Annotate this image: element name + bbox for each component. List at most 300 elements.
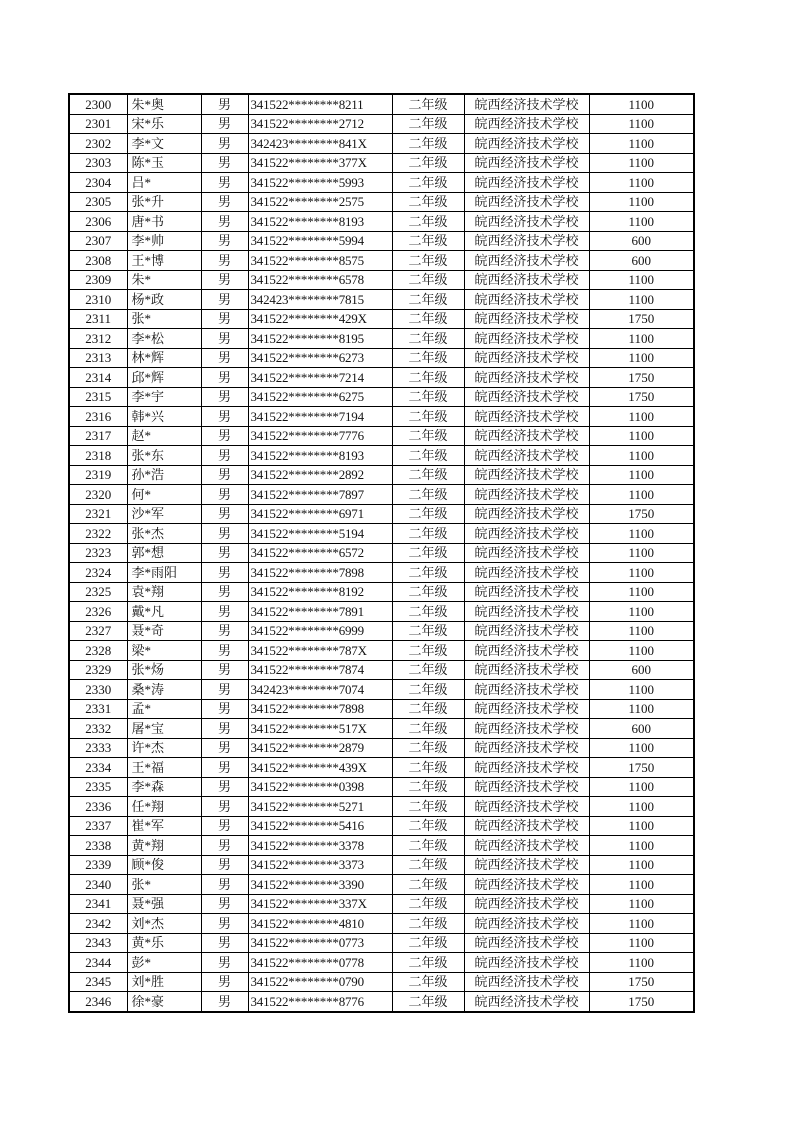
cell-no: 2337 (69, 816, 127, 836)
cell-id_number: 341522********337X (248, 894, 392, 914)
cell-id_number: 341522********0773 (248, 933, 392, 953)
cell-name: 林*辉 (127, 348, 201, 368)
cell-school: 皖西经济技术学校 (464, 972, 589, 992)
cell-grade: 二年级 (392, 992, 464, 1012)
cell-id_number: 341522********0790 (248, 972, 392, 992)
cell-school: 皖西经济技术学校 (464, 426, 589, 446)
cell-grade: 二年级 (392, 94, 464, 114)
cell-no: 2341 (69, 894, 127, 914)
cell-amount: 1100 (589, 894, 694, 914)
cell-id_number: 341522********6971 (248, 504, 392, 524)
cell-school: 皖西经济技术学校 (464, 465, 589, 485)
table-row (69, 270, 694, 290)
cell-school: 皖西经济技术学校 (464, 992, 589, 1012)
cell-name: 李*雨阳 (127, 563, 201, 583)
cell-name: 张*炀 (127, 660, 201, 680)
cell-school: 皖西经济技术学校 (464, 875, 589, 895)
cell-no: 2314 (69, 368, 127, 388)
table-row (69, 816, 694, 836)
cell-no: 2322 (69, 524, 127, 544)
cell-no: 2301 (69, 114, 127, 134)
cell-gender: 男 (201, 387, 248, 407)
cell-gender: 男 (201, 972, 248, 992)
cell-school: 皖西经济技术学校 (464, 231, 589, 251)
cell-id_number: 341522********6273 (248, 348, 392, 368)
cell-no: 2340 (69, 875, 127, 895)
cell-grade: 二年级 (392, 953, 464, 973)
table-row (69, 894, 694, 914)
cell-school: 皖西经济技术学校 (464, 836, 589, 856)
table-row (69, 407, 694, 427)
cell-school: 皖西经济技术学校 (464, 446, 589, 466)
cell-school: 皖西经济技术学校 (464, 485, 589, 505)
table-row (69, 699, 694, 719)
cell-id_number: 341522********7214 (248, 368, 392, 388)
cell-name: 许*杰 (127, 738, 201, 758)
cell-school: 皖西经济技术学校 (464, 719, 589, 739)
cell-school: 皖西经济技术学校 (464, 699, 589, 719)
cell-id_number: 341522********2892 (248, 465, 392, 485)
table-row (69, 212, 694, 232)
cell-amount: 1100 (589, 602, 694, 622)
table-row (69, 309, 694, 329)
cell-grade: 二年级 (392, 134, 464, 154)
cell-school: 皖西经济技术学校 (464, 641, 589, 661)
cell-gender: 男 (201, 368, 248, 388)
table-row (69, 719, 694, 739)
cell-amount: 1100 (589, 134, 694, 154)
cell-amount: 1100 (589, 446, 694, 466)
table-row (69, 446, 694, 466)
table-row (69, 680, 694, 700)
cell-gender: 男 (201, 914, 248, 934)
cell-gender: 男 (201, 758, 248, 778)
table-row (69, 641, 694, 661)
cell-school: 皖西经济技术学校 (464, 855, 589, 875)
cell-amount: 1100 (589, 855, 694, 875)
cell-amount: 1100 (589, 836, 694, 856)
cell-school: 皖西经济技术学校 (464, 348, 589, 368)
cell-name: 赵* (127, 426, 201, 446)
cell-no: 2320 (69, 485, 127, 505)
cell-school: 皖西经济技术学校 (464, 816, 589, 836)
cell-grade: 二年级 (392, 368, 464, 388)
cell-gender: 男 (201, 231, 248, 251)
cell-id_number: 341522********8575 (248, 251, 392, 271)
cell-gender: 男 (201, 543, 248, 563)
cell-grade: 二年级 (392, 114, 464, 134)
table-row (69, 465, 694, 485)
cell-amount: 1100 (589, 465, 694, 485)
cell-name: 聂*强 (127, 894, 201, 914)
cell-name: 张*升 (127, 192, 201, 212)
cell-no: 2344 (69, 953, 127, 973)
cell-grade: 二年级 (392, 582, 464, 602)
cell-no: 2327 (69, 621, 127, 641)
cell-no: 2304 (69, 173, 127, 193)
cell-name: 王*福 (127, 758, 201, 778)
table-row (69, 153, 694, 173)
cell-id_number: 341522********517X (248, 719, 392, 739)
cell-no: 2310 (69, 290, 127, 310)
cell-grade: 二年级 (392, 309, 464, 329)
cell-name: 刘*杰 (127, 914, 201, 934)
cell-amount: 1100 (589, 933, 694, 953)
cell-grade: 二年级 (392, 543, 464, 563)
table-row (69, 173, 694, 193)
cell-no: 2334 (69, 758, 127, 778)
cell-school: 皖西经济技术学校 (464, 582, 589, 602)
cell-grade: 二年级 (392, 387, 464, 407)
cell-no: 2317 (69, 426, 127, 446)
cell-amount: 1100 (589, 114, 694, 134)
table-row (69, 94, 694, 114)
cell-gender: 男 (201, 173, 248, 193)
cell-gender: 男 (201, 329, 248, 349)
table-row (69, 192, 694, 212)
cell-id_number: 341522********8776 (248, 992, 392, 1012)
cell-id_number: 341522********2575 (248, 192, 392, 212)
cell-amount: 1100 (589, 699, 694, 719)
cell-no: 2326 (69, 602, 127, 622)
cell-gender: 男 (201, 309, 248, 329)
cell-name: 张* (127, 875, 201, 895)
cell-id_number: 341522********5994 (248, 231, 392, 251)
cell-grade: 二年级 (392, 212, 464, 232)
cell-no: 2321 (69, 504, 127, 524)
cell-grade: 二年级 (392, 933, 464, 953)
cell-grade: 二年级 (392, 446, 464, 466)
cell-name: 张*东 (127, 446, 201, 466)
cell-grade: 二年级 (392, 777, 464, 797)
cell-no: 2333 (69, 738, 127, 758)
cell-gender: 男 (201, 875, 248, 895)
cell-amount: 1750 (589, 972, 694, 992)
cell-name: 彭* (127, 953, 201, 973)
cell-no: 2325 (69, 582, 127, 602)
cell-amount: 1100 (589, 426, 694, 446)
cell-amount: 1750 (589, 758, 694, 778)
cell-school: 皖西经济技术学校 (464, 914, 589, 934)
cell-name: 李*森 (127, 777, 201, 797)
cell-name: 孙*浩 (127, 465, 201, 485)
cell-gender: 男 (201, 465, 248, 485)
cell-grade: 二年级 (392, 563, 464, 583)
cell-amount: 1100 (589, 329, 694, 349)
table-row (69, 543, 694, 563)
table-row (69, 231, 694, 251)
cell-name: 沙*军 (127, 504, 201, 524)
cell-amount: 1100 (589, 621, 694, 641)
cell-grade: 二年级 (392, 836, 464, 856)
cell-grade: 二年级 (392, 758, 464, 778)
cell-name: 聂*奇 (127, 621, 201, 641)
cell-grade: 二年级 (392, 738, 464, 758)
cell-school: 皖西经济技术学校 (464, 407, 589, 427)
cell-gender: 男 (201, 134, 248, 154)
cell-name: 朱*奥 (127, 94, 201, 114)
cell-no: 2329 (69, 660, 127, 680)
cell-name: 宋*乐 (127, 114, 201, 134)
cell-gender: 男 (201, 953, 248, 973)
table-row (69, 914, 694, 934)
cell-no: 2315 (69, 387, 127, 407)
cell-grade: 二年级 (392, 641, 464, 661)
table-row (69, 290, 694, 310)
cell-name: 李*帅 (127, 231, 201, 251)
cell-name: 崔*军 (127, 816, 201, 836)
cell-id_number: 341522********429X (248, 309, 392, 329)
cell-name: 郭*想 (127, 543, 201, 563)
cell-amount: 600 (589, 231, 694, 251)
cell-no: 2332 (69, 719, 127, 739)
cell-name: 李*文 (127, 134, 201, 154)
cell-name: 朱* (127, 270, 201, 290)
cell-name: 韩*兴 (127, 407, 201, 427)
cell-grade: 二年级 (392, 602, 464, 622)
cell-id_number: 342423********7074 (248, 680, 392, 700)
cell-school: 皖西经济技术学校 (464, 504, 589, 524)
cell-no: 2305 (69, 192, 127, 212)
cell-no: 2346 (69, 992, 127, 1012)
cell-grade: 二年级 (392, 329, 464, 349)
table-row (69, 134, 694, 154)
cell-gender: 男 (201, 660, 248, 680)
cell-no: 2303 (69, 153, 127, 173)
cell-name: 梁* (127, 641, 201, 661)
cell-name: 黄*乐 (127, 933, 201, 953)
table-row (69, 114, 694, 134)
cell-school: 皖西经济技术学校 (464, 797, 589, 817)
cell-no: 2318 (69, 446, 127, 466)
cell-name: 邱*辉 (127, 368, 201, 388)
cell-id_number: 341522********7194 (248, 407, 392, 427)
cell-gender: 男 (201, 426, 248, 446)
cell-amount: 600 (589, 660, 694, 680)
cell-no: 2319 (69, 465, 127, 485)
cell-gender: 男 (201, 114, 248, 134)
table-row (69, 972, 694, 992)
cell-school: 皖西经济技术学校 (464, 134, 589, 154)
cell-school: 皖西经济技术学校 (464, 329, 589, 349)
table-row (69, 387, 694, 407)
cell-amount: 1100 (589, 348, 694, 368)
cell-id_number: 341522********377X (248, 153, 392, 173)
cell-amount: 1100 (589, 953, 694, 973)
cell-amount: 1100 (589, 524, 694, 544)
cell-school: 皖西经济技术学校 (464, 94, 589, 114)
cell-amount: 1100 (589, 192, 694, 212)
cell-id_number: 341522********5271 (248, 797, 392, 817)
table-row (69, 602, 694, 622)
table-row (69, 348, 694, 368)
cell-name: 孟* (127, 699, 201, 719)
cell-name: 李*松 (127, 329, 201, 349)
cell-amount: 1100 (589, 582, 694, 602)
cell-name: 陈*玉 (127, 153, 201, 173)
cell-id_number: 341522********2879 (248, 738, 392, 758)
table-row (69, 738, 694, 758)
cell-id_number: 341522********0398 (248, 777, 392, 797)
cell-name: 吕* (127, 173, 201, 193)
cell-no: 2309 (69, 270, 127, 290)
cell-gender: 男 (201, 816, 248, 836)
cell-name: 李*宇 (127, 387, 201, 407)
cell-no: 2306 (69, 212, 127, 232)
cell-school: 皖西经济技术学校 (464, 524, 589, 544)
table-row (69, 855, 694, 875)
cell-id_number: 341522********7898 (248, 699, 392, 719)
cell-grade: 二年级 (392, 426, 464, 446)
cell-gender: 男 (201, 582, 248, 602)
cell-gender: 男 (201, 94, 248, 114)
cell-name: 戴*凡 (127, 602, 201, 622)
cell-grade: 二年级 (392, 797, 464, 817)
cell-name: 张* (127, 309, 201, 329)
table-row (69, 329, 694, 349)
cell-no: 2312 (69, 329, 127, 349)
cell-id_number: 341522********6275 (248, 387, 392, 407)
cell-grade: 二年级 (392, 270, 464, 290)
cell-gender: 男 (201, 290, 248, 310)
cell-no: 2302 (69, 134, 127, 154)
cell-id_number: 341522********7891 (248, 602, 392, 622)
cell-grade: 二年级 (392, 914, 464, 934)
cell-grade: 二年级 (392, 719, 464, 739)
table-row (69, 504, 694, 524)
cell-gender: 男 (201, 212, 248, 232)
cell-school: 皖西经济技术学校 (464, 114, 589, 134)
cell-no: 2342 (69, 914, 127, 934)
cell-id_number: 341522********5416 (248, 816, 392, 836)
cell-gender: 男 (201, 407, 248, 427)
cell-school: 皖西经济技术学校 (464, 368, 589, 388)
cell-gender: 男 (201, 153, 248, 173)
cell-gender: 男 (201, 524, 248, 544)
cell-gender: 男 (201, 602, 248, 622)
cell-grade: 二年级 (392, 524, 464, 544)
cell-amount: 1100 (589, 94, 694, 114)
table-row (69, 426, 694, 446)
cell-no: 2300 (69, 94, 127, 114)
cell-id_number: 341522********3373 (248, 855, 392, 875)
cell-gender: 男 (201, 699, 248, 719)
cell-name: 袁*翔 (127, 582, 201, 602)
cell-amount: 1100 (589, 212, 694, 232)
cell-grade: 二年级 (392, 504, 464, 524)
cell-amount: 1750 (589, 992, 694, 1012)
cell-grade: 二年级 (392, 855, 464, 875)
cell-id_number: 341522********2712 (248, 114, 392, 134)
table-row (69, 777, 694, 797)
cell-id_number: 341522********5194 (248, 524, 392, 544)
cell-name: 黄*翔 (127, 836, 201, 856)
cell-id_number: 342423********7815 (248, 290, 392, 310)
table-row (69, 992, 694, 1012)
student-table-body (69, 94, 694, 1012)
cell-amount: 1100 (589, 485, 694, 505)
cell-grade: 二年级 (392, 972, 464, 992)
cell-name: 徐*豪 (127, 992, 201, 1012)
table-row (69, 836, 694, 856)
cell-gender: 男 (201, 348, 248, 368)
cell-amount: 1100 (589, 290, 694, 310)
cell-grade: 二年级 (392, 153, 464, 173)
table-row (69, 368, 694, 388)
cell-amount: 1100 (589, 563, 694, 583)
cell-gender: 男 (201, 192, 248, 212)
cell-gender: 男 (201, 738, 248, 758)
cell-name: 刘*胜 (127, 972, 201, 992)
cell-id_number: 341522********7776 (248, 426, 392, 446)
cell-no: 2311 (69, 309, 127, 329)
cell-grade: 二年级 (392, 251, 464, 271)
cell-name: 桑*涛 (127, 680, 201, 700)
cell-school: 皖西经济技术学校 (464, 660, 589, 680)
cell-name: 屠*宝 (127, 719, 201, 739)
cell-id_number: 341522********7874 (248, 660, 392, 680)
cell-gender: 男 (201, 621, 248, 641)
cell-grade: 二年级 (392, 465, 464, 485)
cell-gender: 男 (201, 719, 248, 739)
cell-school: 皖西经济技术学校 (464, 173, 589, 193)
cell-id_number: 341522********8193 (248, 212, 392, 232)
cell-amount: 1100 (589, 270, 694, 290)
cell-no: 2307 (69, 231, 127, 251)
cell-id_number: 341522********8195 (248, 329, 392, 349)
cell-school: 皖西经济技术学校 (464, 290, 589, 310)
cell-no: 2323 (69, 543, 127, 563)
cell-school: 皖西经济技术学校 (464, 777, 589, 797)
cell-no: 2336 (69, 797, 127, 817)
table-row (69, 953, 694, 973)
cell-gender: 男 (201, 836, 248, 856)
cell-grade: 二年级 (392, 894, 464, 914)
cell-amount: 1100 (589, 641, 694, 661)
table-row (69, 797, 694, 817)
cell-amount: 1750 (589, 368, 694, 388)
cell-school: 皖西经济技术学校 (464, 387, 589, 407)
cell-amount: 1100 (589, 816, 694, 836)
cell-no: 2328 (69, 641, 127, 661)
cell-school: 皖西经济技术学校 (464, 212, 589, 232)
cell-gender: 男 (201, 797, 248, 817)
table-row (69, 875, 694, 895)
cell-gender: 男 (201, 777, 248, 797)
cell-name: 顾*俊 (127, 855, 201, 875)
cell-school: 皖西经济技术学校 (464, 270, 589, 290)
cell-id_number: 341522********3390 (248, 875, 392, 895)
cell-gender: 男 (201, 485, 248, 505)
cell-no: 2339 (69, 855, 127, 875)
table-row (69, 660, 694, 680)
cell-no: 2343 (69, 933, 127, 953)
cell-amount: 1100 (589, 543, 694, 563)
cell-gender: 男 (201, 680, 248, 700)
cell-school: 皖西经济技术学校 (464, 953, 589, 973)
cell-amount: 1750 (589, 309, 694, 329)
cell-id_number: 342423********841X (248, 134, 392, 154)
table-row (69, 524, 694, 544)
cell-grade: 二年级 (392, 621, 464, 641)
cell-school: 皖西经济技术学校 (464, 192, 589, 212)
cell-school: 皖西经济技术学校 (464, 621, 589, 641)
cell-amount: 1100 (589, 680, 694, 700)
table-row (69, 933, 694, 953)
cell-grade: 二年级 (392, 816, 464, 836)
cell-id_number: 341522********0778 (248, 953, 392, 973)
table-row (69, 485, 694, 505)
